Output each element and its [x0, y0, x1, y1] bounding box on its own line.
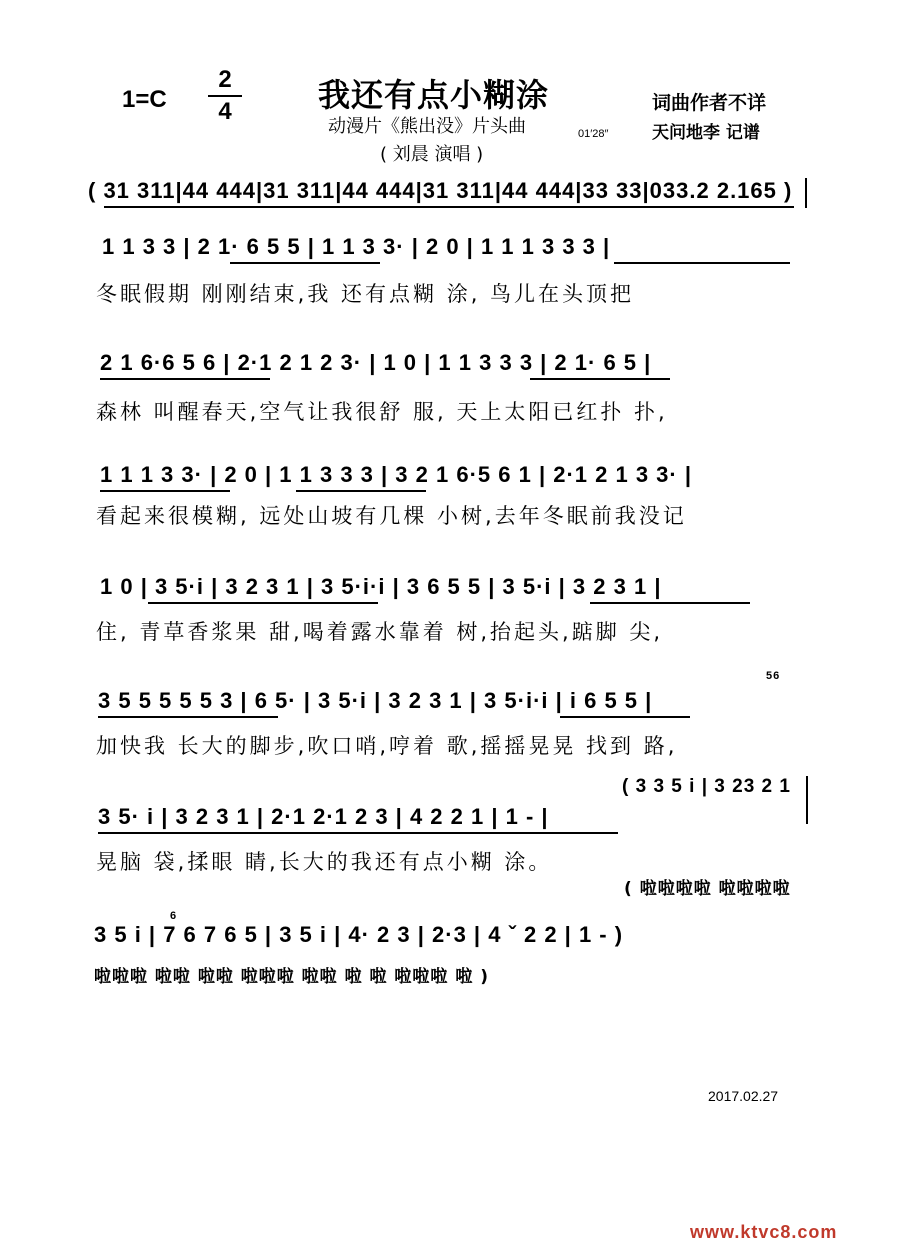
time-sig-divider — [208, 95, 242, 97]
notation-line-5: 1 0 | 3 5·i | 3 2 3 1 | 3 5·i·i | 3 6 5 5 | 3 5·i | 3 2 3 1 | — [100, 574, 662, 599]
lyric-line-3: 森林 叫醒春天,空气让我很舒 服, 天上太阳已红扑 扑, — [96, 400, 668, 424]
notator: 天问地李 记谱 — [652, 123, 760, 143]
underline — [100, 378, 270, 380]
underline — [98, 716, 278, 718]
underline — [100, 490, 230, 492]
side-notation: ( 3 3 5 i | 3 23 2 1 — [622, 776, 791, 797]
underline — [296, 490, 426, 492]
song-duration: 01′28″ — [578, 128, 609, 140]
underline — [230, 262, 380, 264]
grace-note: 56 — [766, 670, 781, 682]
notation-line-8: 3 5 i | 7 6 7 6 5 | 3 5 i | 4· 2 3 | 2·3 | 4 ˇ 2 2 | 1 - ) — [94, 922, 624, 947]
notation-line-7: 3 5· i | 3 2 3 1 | 2·1 2·1 2 3 | 4 2 2 1 | 1 - | — [98, 804, 549, 829]
underline — [530, 378, 670, 380]
lyricist: 词曲作者不详 — [652, 92, 767, 114]
lyric-line-8: 啦啦啦 啦啦 啦啦 啦啦啦 啦啦 啦 啦 啦啦啦 啦 ) — [94, 967, 490, 987]
time-sig-top: 2 — [218, 66, 232, 93]
song-subtitle: 动漫片《熊出没》片头曲 — [328, 116, 526, 137]
notation-line-4: 1 1 1 3 3· | 2 0 | 1 1 3 3 3 | 3 2 1 6·5 6 1 | 2·1 2 1 3 3· | — [100, 462, 692, 487]
underline — [590, 602, 750, 604]
watermark: www.ktvc8.com — [690, 1222, 838, 1242]
lyric-line-4: 看起来很模糊, 远处山坡有几棵 小树,去年冬眠前我没记 — [96, 504, 687, 528]
end-barline — [805, 178, 807, 208]
lyric-line-6: 加快我 长大的脚步,吹口哨,哼着 歌,摇摇晃晃 找到 路, — [96, 734, 678, 758]
underline — [104, 206, 794, 208]
underline — [98, 832, 618, 834]
underline — [148, 602, 378, 604]
performer: ( 刘晨 演唱 ) — [380, 144, 484, 165]
notation-line-2: 1 1 3 3 | 2 1· 6 5 5 | 1 1 3 3· | 2 0 | 1 1 1 3 3 3 | — [102, 234, 611, 259]
date: 2017.02.27 — [708, 1088, 779, 1104]
underline — [614, 262, 790, 264]
time-signature — [208, 66, 242, 126]
song-title: 我还有点小糊涂 — [318, 76, 550, 114]
key-signature: 1=C — [122, 86, 167, 113]
lyric-line-2: 冬眠假期 刚刚结束,我 还有点糊 涂, 鸟儿在头顶把 — [96, 282, 635, 306]
notation-line-1: ( 31 311|44 444|31 311|44 444|31 311|44 444|33 33|033.2 2.165 ) — [88, 178, 793, 203]
side-lyrics: ( 啦啦啦啦 啦啦啦啦 — [624, 879, 791, 899]
time-sig-bottom: 4 — [218, 98, 232, 125]
grace-note: 6 — [170, 910, 178, 922]
notation-line-3: 2 1 6·6 5 6 | 2·1 2 1 2 3· | 1 0 | 1 1 3 3 3 | 2 1· 6 5 | — [100, 350, 652, 375]
lyric-line-5: 住, 青草香浆果 甜,喝着露水靠着 树,抬起头,踮脚 尖, — [96, 620, 664, 644]
underline — [560, 716, 690, 718]
notation-line-6: 3 5 5 5 5 5 3 | 6 5· | 3 5·i | 3 2 3 1 | 3 5·i·i | i 6 5 5 | — [98, 688, 653, 713]
lyric-line-7: 晃脑 袋,揉眼 睛,长大的我还有点小糊 涂。 — [96, 850, 553, 874]
end-barline — [806, 776, 808, 824]
